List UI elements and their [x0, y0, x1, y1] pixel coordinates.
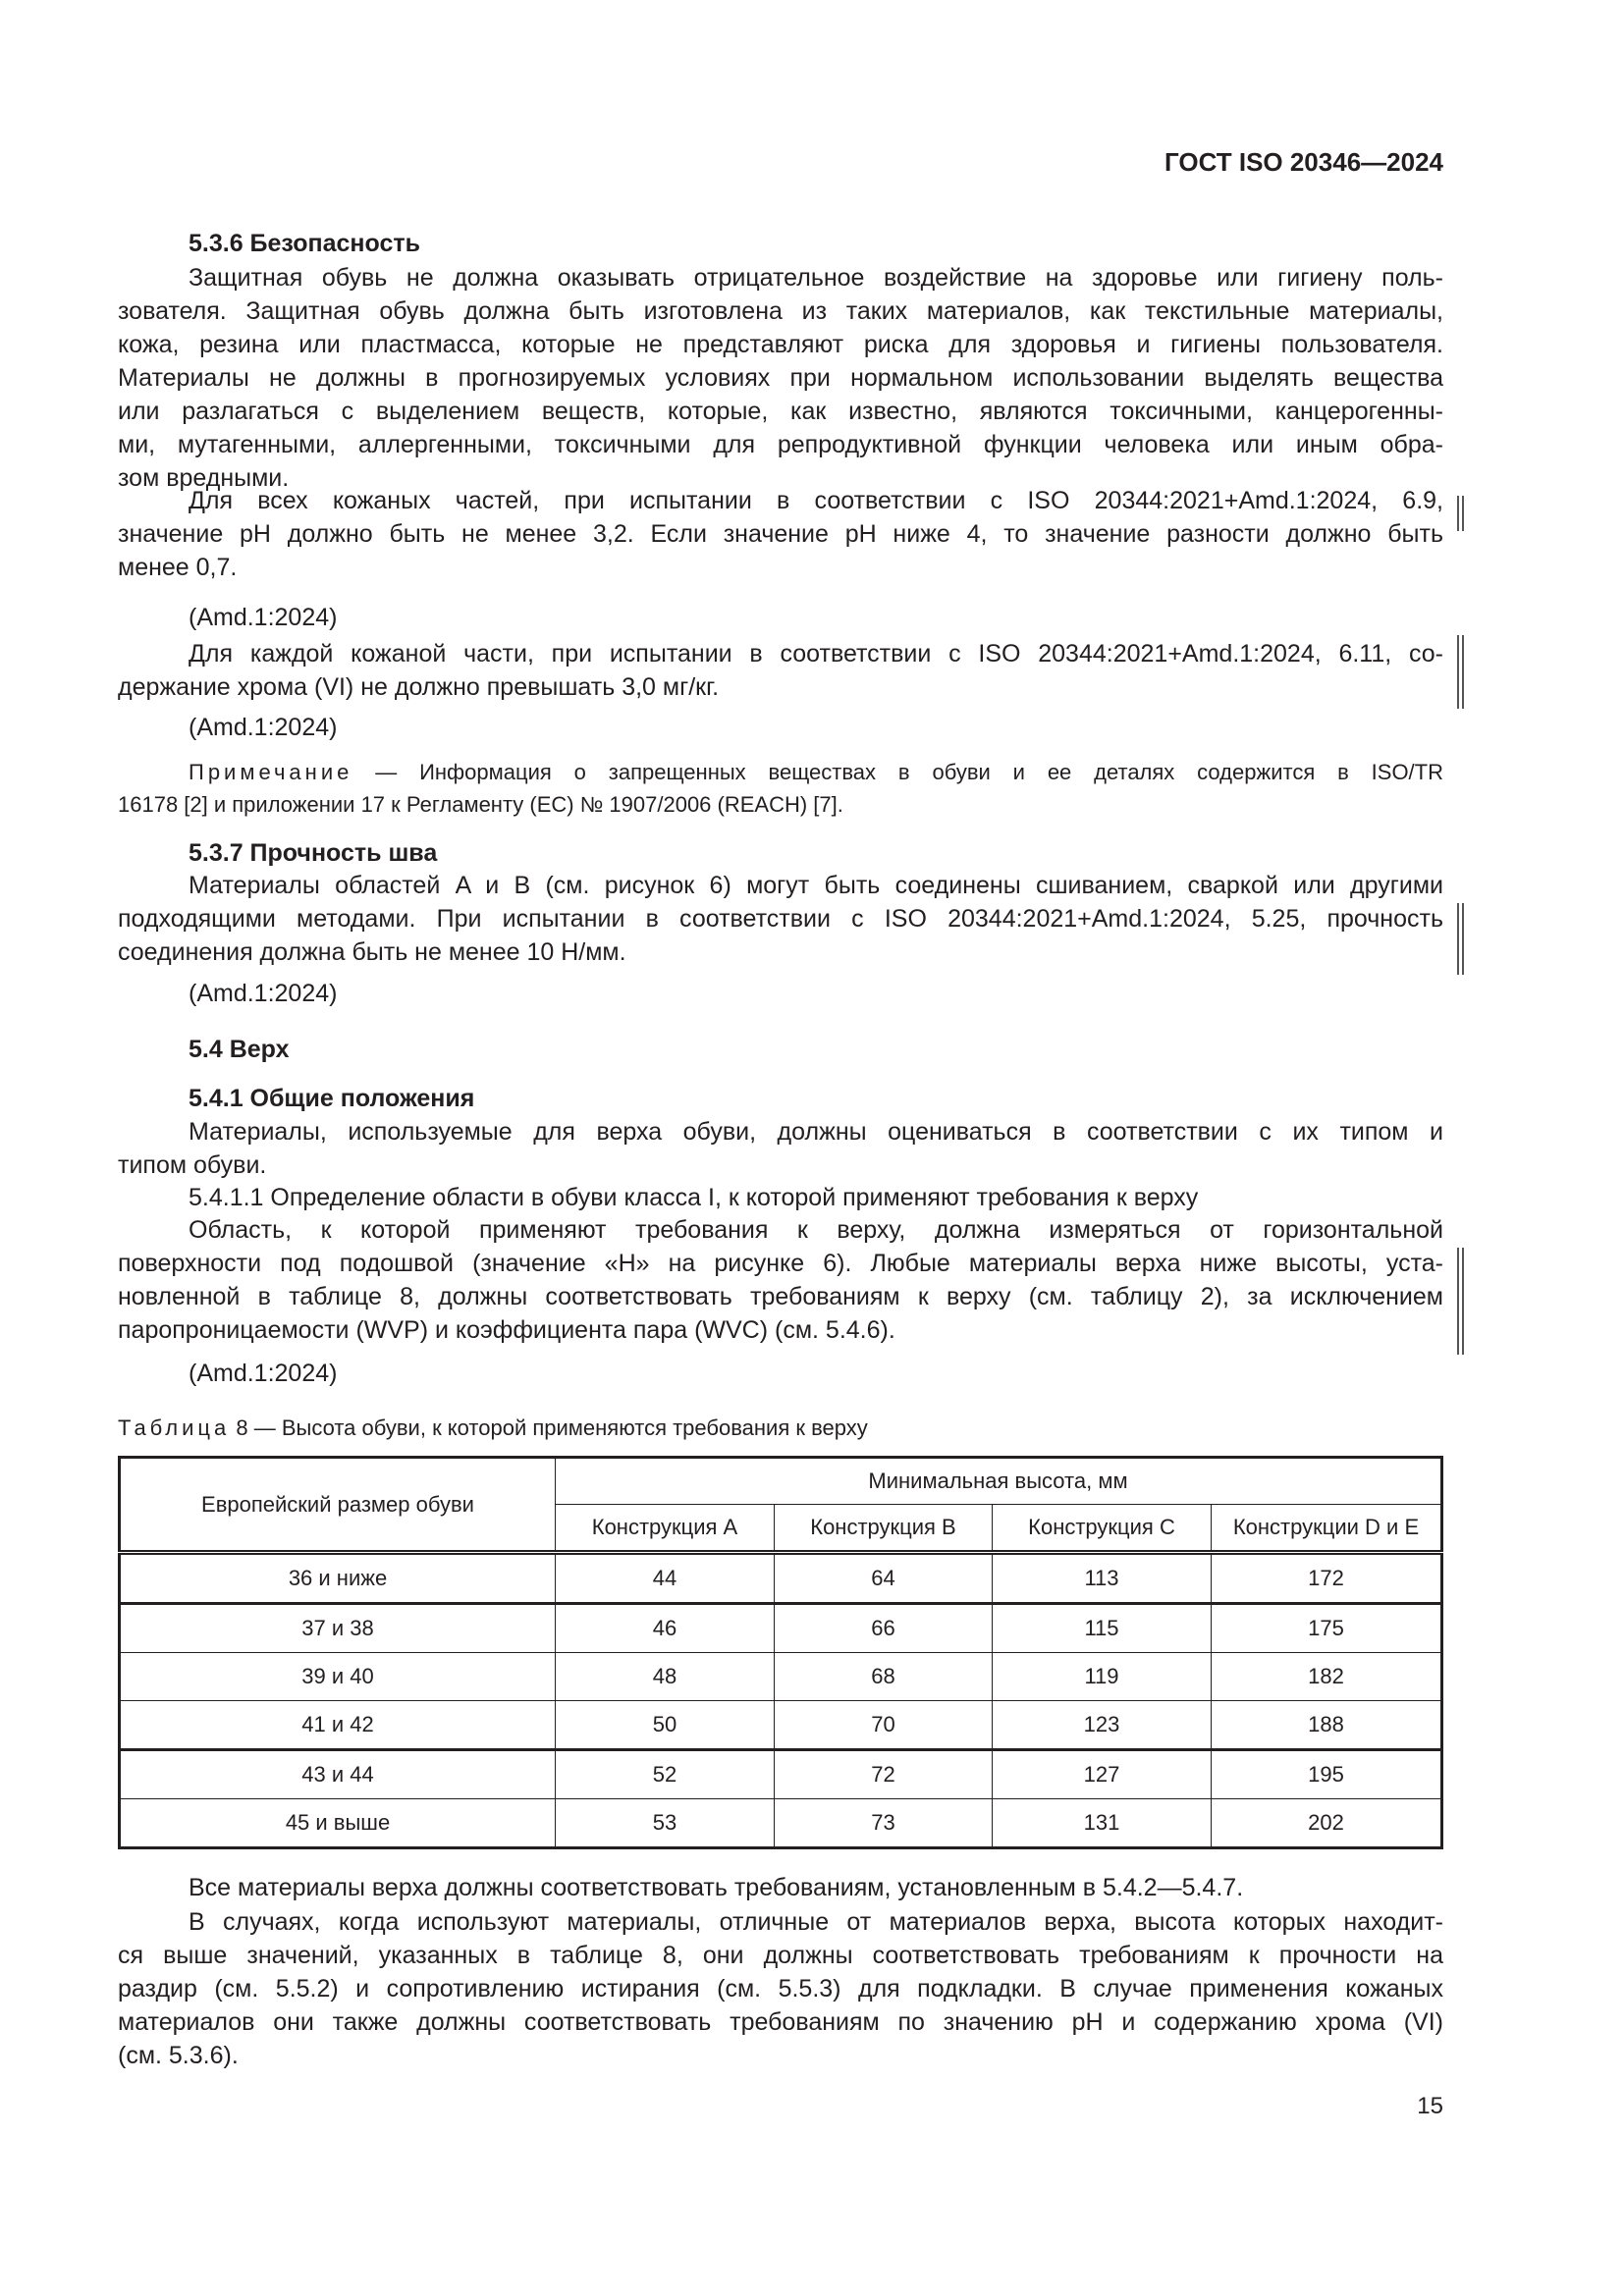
- table-caption-text: 8 — Высота обуви, к которой применяются требования к верху: [236, 1415, 868, 1440]
- text-line: ми, мутагенными, аллергенными, токсичными для репродуктивной функции человека или иным обра-: [118, 431, 1443, 458]
- note-text: 16178 [2] и приложении 17 к Регламенту (ЕС) № 1907/2006 (REACH) [7].: [118, 792, 843, 817]
- amendment-ref: (Amd.1:2024): [189, 980, 338, 1007]
- text-line: Для всех кожаных частей, при испытании в соответствии с ISO 20344:2021+Amd.1:2024, 6.9,: [189, 487, 1443, 514]
- height-cell: 64: [775, 1553, 993, 1604]
- height-cell: 66: [775, 1604, 993, 1653]
- height-cell: 182: [1212, 1653, 1442, 1701]
- height-cell: 123: [993, 1701, 1212, 1750]
- height-cell: 46: [556, 1604, 775, 1653]
- section-5-3-7-heading: 5.3.7 Прочность шва: [189, 839, 438, 867]
- size-cell: 45 и выше: [120, 1799, 556, 1848]
- paragraph-area: [118, 1213, 1443, 1347]
- height-cell: 50: [556, 1701, 775, 1750]
- page-number: 15: [1417, 2093, 1443, 2119]
- amendment-ref: (Amd.1:2024): [189, 1360, 338, 1387]
- text-line: Материалы областей A и B (см. рисунок 6) могут быть соединены сшиванием, сваркой или другими: [189, 872, 1443, 899]
- height-cell: 131: [993, 1799, 1212, 1848]
- change-bar: [1457, 1248, 1464, 1355]
- height-cell: 70: [775, 1701, 993, 1750]
- height-cell: 53: [556, 1799, 775, 1848]
- height-table: [118, 1456, 1443, 1849]
- height-cell: 119: [993, 1653, 1212, 1701]
- table-row: [120, 1701, 1442, 1750]
- text-line: соединения должна быть не менее 10 Н/мм.: [118, 938, 626, 966]
- text-line: раздир (см. 5.5.2) и сопротивлению истирания (см. 5.5.3) для подкладки. В случае применения кожаных: [118, 1975, 1443, 2002]
- height-cell: 127: [993, 1750, 1212, 1799]
- change-bar: [1457, 496, 1464, 531]
- text-line: паропроницаемости (WVP) и коэффициента пара (WVC) (см. 5.4.6).: [118, 1316, 895, 1344]
- height-cell: 72: [775, 1750, 993, 1799]
- text-line: держание хрома (VI) не должно превышать 3,0 мг/кг.: [118, 673, 720, 701]
- table-row: [120, 1799, 1442, 1848]
- text-line: кожа, резина или пластмасса, которые не представляют риска для здоровья и гигиены пользователя.: [118, 331, 1443, 358]
- table-row: [120, 1750, 1442, 1799]
- table-caption-label: Таблица: [118, 1415, 231, 1440]
- table-row: [120, 1553, 1442, 1604]
- paragraph-other-materials: [118, 1905, 1443, 2072]
- section-5-3-6-heading: 5.3.6 Безопасность: [189, 230, 420, 257]
- note-text: — Информация о запрещенных веществах в обуви и ее деталях содержится в ISO/TR: [375, 760, 1443, 784]
- height-cell: 175: [1212, 1604, 1442, 1653]
- text-line: Материалы не должны в прогнозируемых условиях при нормальном использовании выделять вещества: [118, 364, 1443, 392]
- height-cell: 202: [1212, 1799, 1442, 1848]
- size-cell: 36 и ниже: [120, 1553, 556, 1604]
- paragraph-general: [118, 1115, 1443, 1182]
- text-line: материалов они также должны соответствовать требованиям по значению pH и содержанию хрома (VI): [118, 2008, 1443, 2036]
- column-header: Конструкции D и E: [1212, 1505, 1442, 1553]
- table-row: [120, 1653, 1442, 1701]
- column-header: Конструкция B: [775, 1505, 993, 1553]
- size-cell: 39 и 40: [120, 1653, 556, 1701]
- text-line: поверхности под подошвой (значение «H» на рисунке 6). Любые материалы верха ниже высоты, уста-: [118, 1250, 1443, 1277]
- text-line: или разлагаться с выделением веществ, которые, как известно, являются токсичными, канцерогенны-: [118, 398, 1443, 425]
- column-header: Конструкция C: [993, 1505, 1212, 1553]
- size-cell: 37 и 38: [120, 1604, 556, 1653]
- text-line: типом обуви.: [118, 1151, 267, 1179]
- text-line: новленной в таблице 8, должны соответствовать требованиям к верху (см. таблицу 2), за исключением: [118, 1283, 1443, 1310]
- section-5-4-1-heading: 5.4.1 Общие положения: [189, 1085, 475, 1112]
- group-header: Минимальная высота, мм: [556, 1458, 1442, 1505]
- paragraph-safety: [118, 261, 1443, 495]
- note: [118, 756, 1443, 821]
- section-5-4-heading: 5.4 Верх: [189, 1036, 290, 1063]
- height-cell: 172: [1212, 1553, 1442, 1604]
- height-cell: 44: [556, 1553, 775, 1604]
- height-cell: 52: [556, 1750, 775, 1799]
- paragraph-all-materials: Все материалы верха должны соответствовать требованиям, установленным в 5.4.2—5.4.7.: [189, 1874, 1244, 1901]
- height-cell: 188: [1212, 1701, 1442, 1750]
- text-line: зователя. Защитная обувь должна быть изготовлена из таких материалов, как текстильные материалы,: [118, 297, 1443, 325]
- paragraph-seam: [118, 869, 1443, 969]
- text-line: значение pH должно быть не менее 3,2. Если значение pH ниже 4, то значение разности должно быть: [118, 520, 1443, 548]
- size-cell: 41 и 42: [120, 1701, 556, 1750]
- paragraph-ph: [118, 484, 1443, 584]
- change-bar: [1457, 635, 1464, 709]
- text-line: Область, к которой применяют требования к верху, должна измеряться от горизонтальной: [189, 1216, 1443, 1244]
- text-line: Материалы, используемые для верха обуви, должны оцениваться в соответствии с их типом и: [189, 1118, 1443, 1146]
- text-line: (см. 5.3.6).: [118, 2042, 239, 2069]
- text-line: подходящими методами. При испытании в соответствии с ISO 20344:2021+Amd.1:2024, 5.25, прочность: [118, 905, 1443, 933]
- change-bar: [1457, 903, 1464, 975]
- text-line: менее 0,7.: [118, 554, 238, 581]
- text-line: зом вредными.: [118, 464, 290, 492]
- document-id: ГОСТ ISO 20346—2024: [1164, 147, 1443, 177]
- paragraph-chromium: [118, 637, 1443, 704]
- text-line: Для каждой кожаной части, при испытании в соответствии с ISO 20344:2021+Amd.1:2024, 6.11, со-: [189, 640, 1443, 667]
- table-caption: [118, 1412, 1443, 1445]
- text-line: ся выше значений, указанных в таблице 8, они должны соответствовать требованиям к прочности на: [118, 1942, 1443, 1969]
- text-line: Защитная обувь не должна оказывать отрицательное воздействие на здоровье или гигиену поль-: [189, 264, 1443, 292]
- height-cell: 195: [1212, 1750, 1442, 1799]
- height-cell: 48: [556, 1653, 775, 1701]
- height-cell: 73: [775, 1799, 993, 1848]
- height-cell: 68: [775, 1653, 993, 1701]
- table-row: [120, 1604, 1442, 1653]
- height-cell: 113: [993, 1553, 1212, 1604]
- subsection-5-4-1-1: 5.4.1.1 Определение области в обуви класса I, к которой применяют требования к верху: [189, 1184, 1199, 1211]
- column-header: Европейский размер обуви: [120, 1458, 556, 1553]
- amendment-ref: (Amd.1:2024): [189, 604, 338, 631]
- text-line: В случаях, когда используют материалы, отличные от материалов верха, высота которых находит-: [189, 1908, 1443, 1936]
- note-label: Примечание: [189, 760, 353, 784]
- amendment-ref: (Amd.1:2024): [189, 714, 338, 741]
- size-cell: 43 и 44: [120, 1750, 556, 1799]
- height-cell: 115: [993, 1604, 1212, 1653]
- column-header: Конструкция A: [556, 1505, 775, 1553]
